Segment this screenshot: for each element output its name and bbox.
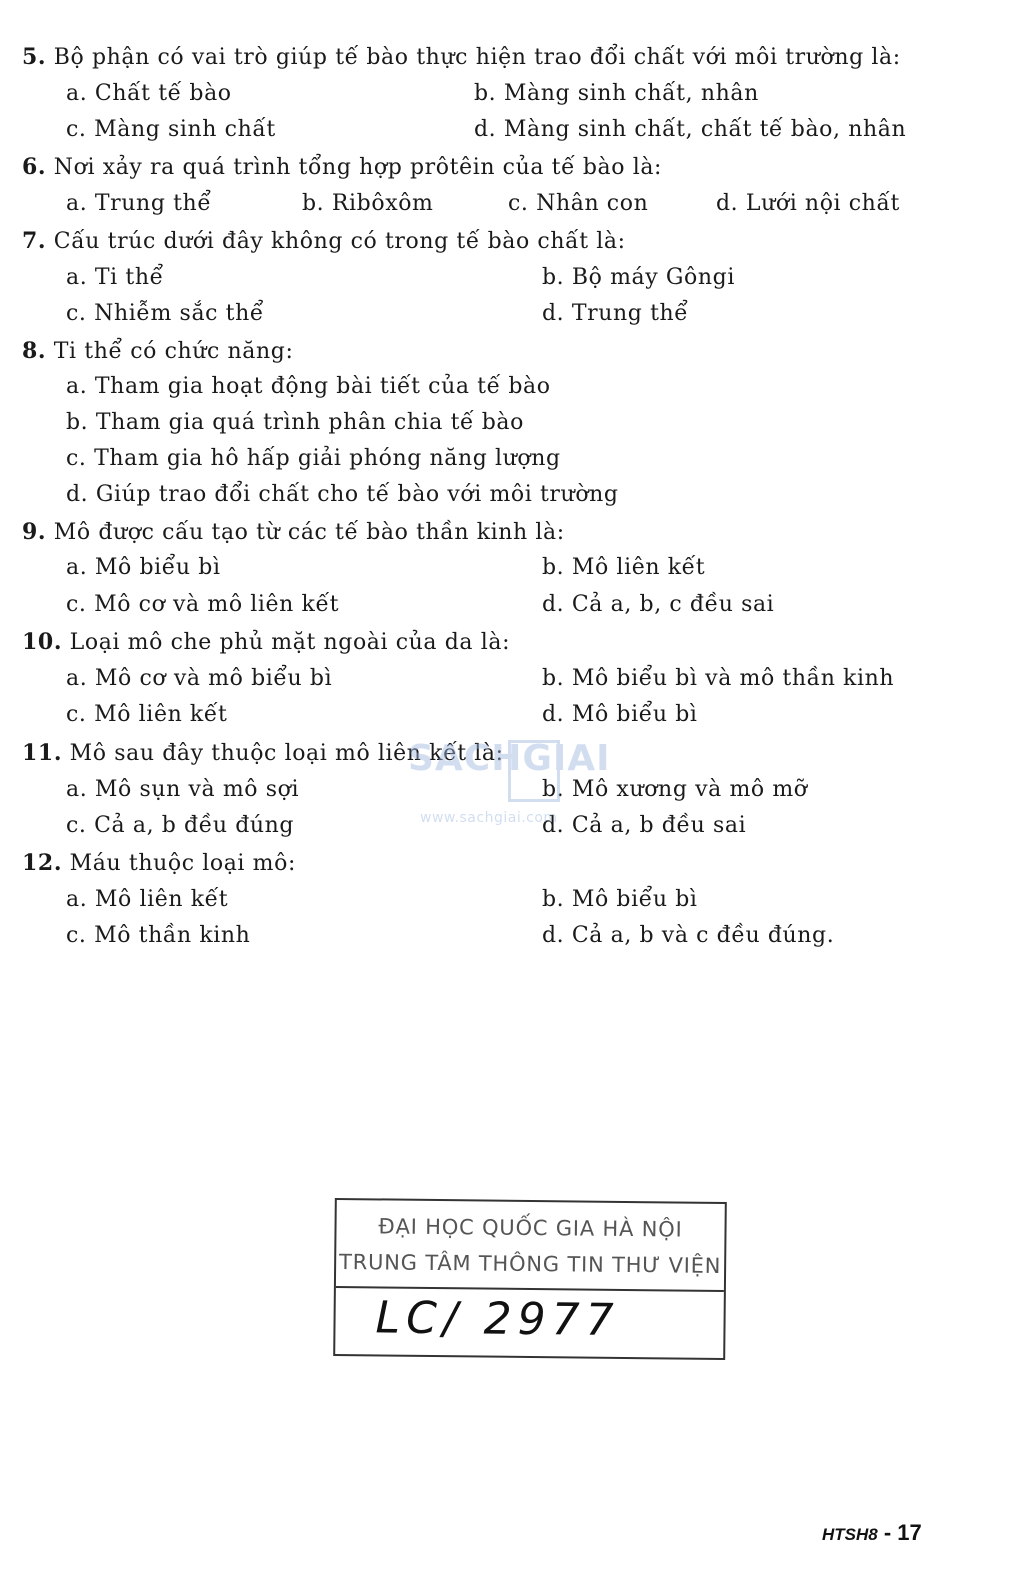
question-text: Ti thể có chức năng: bbox=[53, 339, 294, 364]
page-footer bbox=[822, 1520, 922, 1546]
question-text: Nơi xảy ra quá trình tổng hợp prôtêin của tế bào là: bbox=[53, 155, 663, 180]
option-7d: d. Trung thể bbox=[542, 301, 689, 326]
option-10c: c. Mô liên kết bbox=[66, 702, 228, 727]
question-number: 12. bbox=[22, 850, 63, 876]
option-8a: a. Tham gia hoạt động bài tiết của tế bào bbox=[66, 374, 551, 399]
option-8d: d. Giúp trao đổi chất cho tế bào với môi trường bbox=[66, 482, 619, 507]
option-7b: b. Bộ máy Gôngi bbox=[542, 265, 735, 290]
option-11b: b. Mô xương và mô mỡ bbox=[542, 777, 808, 802]
option-10a: a. Mô cơ và mô biểu bì bbox=[66, 666, 333, 691]
stamp-divider bbox=[336, 1286, 724, 1292]
question-number: 8. bbox=[22, 338, 47, 364]
option-12c: c. Mô thần kinh bbox=[66, 923, 251, 948]
footer-separator: - bbox=[877, 1520, 898, 1545]
question-number: 5. bbox=[22, 44, 47, 70]
question-number: 7. bbox=[22, 228, 47, 254]
option-5a: a. Chất tế bào bbox=[66, 81, 232, 106]
option-11c: c. Cả a, b đều đúng bbox=[66, 813, 295, 838]
question-text: Mô sau đây thuộc loại mô liên kết là: bbox=[69, 741, 504, 766]
question-11 bbox=[22, 740, 504, 766]
question-number: 10. bbox=[22, 629, 63, 655]
option-9b: b. Mô liên kết bbox=[542, 555, 706, 580]
question-8 bbox=[22, 338, 294, 364]
question-7 bbox=[22, 228, 626, 254]
library-stamp bbox=[333, 1198, 727, 1360]
option-7a: a. Ti thể bbox=[66, 265, 164, 290]
option-6a: a. Trung thể bbox=[66, 191, 212, 216]
option-5b: b. Màng sinh chất, nhân bbox=[474, 81, 759, 106]
option-9a: a. Mô biểu bì bbox=[66, 555, 221, 580]
question-text: Cấu trúc dưới đây không có trong tế bào chất là: bbox=[53, 229, 626, 254]
question-text: Mô được cấu tạo từ các tế bào thần kinh là: bbox=[53, 520, 565, 545]
option-6d: d. Lưới nội chất bbox=[716, 191, 900, 216]
option-9c: c. Mô cơ và mô liên kết bbox=[66, 592, 340, 617]
option-5d: d. Màng sinh chất, chất tế bào, nhân bbox=[474, 117, 907, 142]
question-6 bbox=[22, 154, 662, 180]
option-8b: b. Tham gia quá trình phân chia tế bào bbox=[66, 410, 524, 435]
question-number: 6. bbox=[22, 154, 47, 180]
option-8c: c. Tham gia hô hấp giải phóng năng lượng bbox=[66, 446, 561, 471]
stamp-handwritten-code: LC/ 2977 bbox=[375, 1292, 620, 1346]
option-12d: d. Cả a, b và c đều đúng. bbox=[542, 923, 835, 948]
option-5c: c. Màng sinh chất bbox=[66, 117, 276, 142]
question-9 bbox=[22, 519, 565, 545]
option-11d: d. Cả a, b đều sai bbox=[542, 813, 747, 838]
option-7c: c. Nhiễm sắc thể bbox=[66, 301, 265, 326]
question-text: Máu thuộc loại mô: bbox=[69, 851, 296, 876]
question-5 bbox=[22, 44, 901, 70]
option-10d: d. Mô biểu bì bbox=[542, 702, 698, 727]
option-10b: b. Mô biểu bì và mô thần kinh bbox=[542, 666, 895, 691]
option-6c: c. Nhân con bbox=[508, 191, 649, 216]
option-12b: b. Mô biểu bì bbox=[542, 887, 698, 912]
option-9d: d. Cả a, b, c đều sai bbox=[542, 592, 775, 617]
question-text: Bộ phận có vai trò giúp tế bào thực hiện trao đổi chất với môi trường là: bbox=[53, 45, 901, 70]
question-number: 9. bbox=[22, 519, 47, 545]
question-10 bbox=[22, 629, 510, 655]
question-number: 11. bbox=[22, 740, 63, 766]
watermark-logo: SACHGIAI bbox=[408, 738, 611, 779]
question-12 bbox=[22, 850, 296, 876]
option-6b: b. Ribôxôm bbox=[302, 191, 434, 216]
page-number: 17 bbox=[897, 1520, 922, 1545]
stamp-center: TRUNG TÂM THÔNG TIN THƯ VIỆN bbox=[338, 1249, 722, 1279]
option-11a: a. Mô sụn và mô sợi bbox=[66, 777, 300, 802]
watermark-url: www.sachgiai.com bbox=[420, 810, 558, 826]
option-12a: a. Mô liên kết bbox=[66, 887, 229, 912]
question-text: Loại mô che phủ mặt ngoài của da là: bbox=[69, 630, 511, 655]
book-code: HTSH8 bbox=[822, 1525, 878, 1544]
stamp-institution: ĐẠI HỌC QUỐC GIA HÀ NỘI bbox=[378, 1214, 683, 1242]
